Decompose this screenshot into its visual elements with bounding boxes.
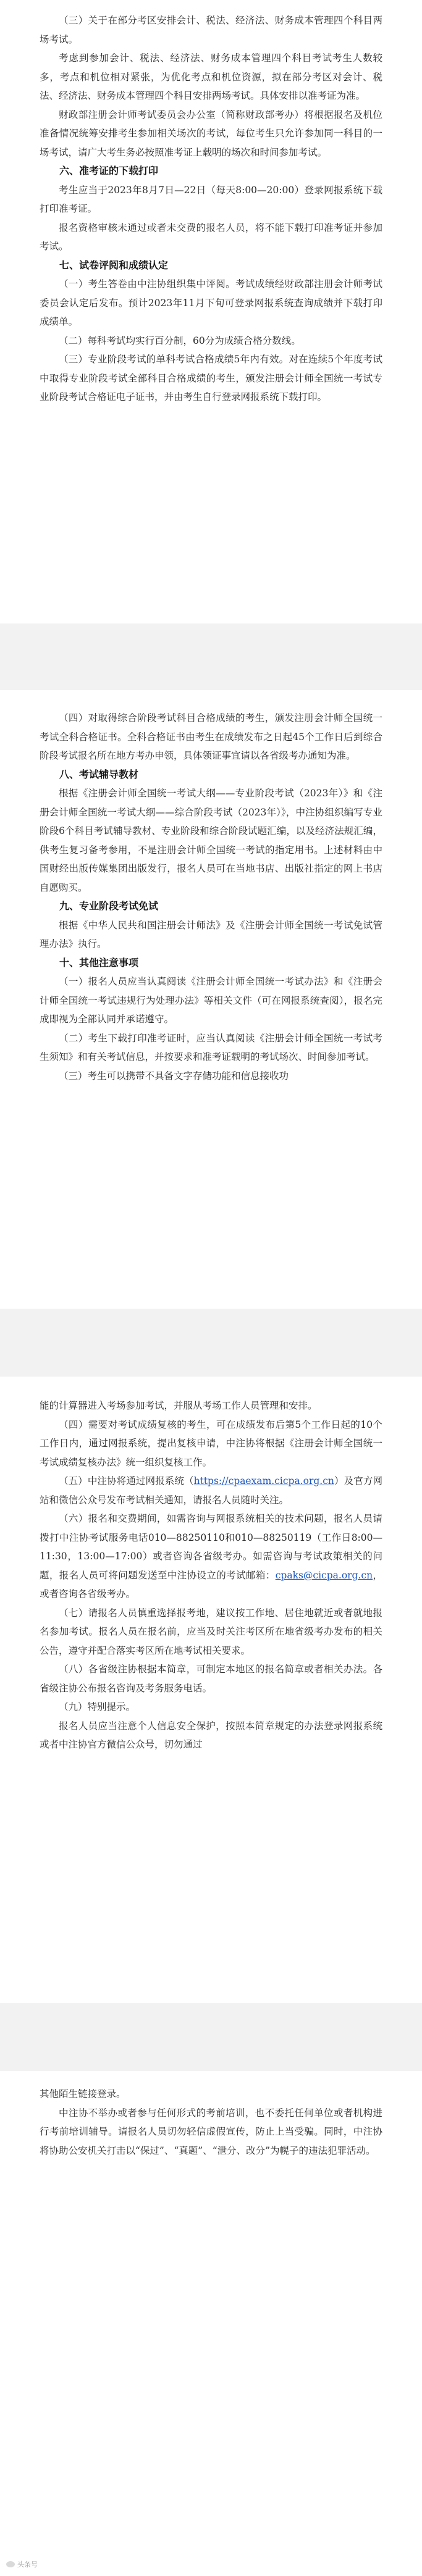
section-heading-9: 九、专业阶段考试免试 [59, 900, 159, 912]
source-watermark [6, 2559, 38, 2569]
paragraph: 财政部注册会计师考试委员会办公室（简称财政部考办）将根据报名及机位准备情况统筹安排考生参加相关场次的考试，每位考生只允许参加同一科目的一场考试，请广大考生务必按照准考证上载明的场次和时间参加考试。 [40, 109, 382, 158]
paragraph: 根据《注册会计师全国统一考试大纲——专业阶段考试（2023年）》和《注册会计师全国统一考试大纲——综合阶段考试（2023年）》，中注协组织编写专业阶段6个科目考试辅导教材、专业阶段和综合阶段试题汇编，以及经济法规汇编，供考生复习备考参用，不是注册会计师全国统一考试的指定用书。上述材料由中国财经出版传媒集团出版发行，报名人员可在当地书店、出版社指定的网上书店自愿购买。 [40, 788, 382, 893]
paragraph: 报名资格审核未通过或者未交费的报名人员，将不能下载打印准考证并参加考试。 [40, 222, 382, 252]
section-heading-7: 七、试卷评阅和成绩认定 [59, 259, 169, 271]
paragraph: 中注协不举办或者参与任何形式的考前培训，也不委托任何单位或者机构进行考前培训辅导。请报名人员切勿轻信虚假宣传，防止上当受骗。同时，中注协将协助公安机关打击以“保过”、“真题”、“泄分、改分”为幌子的违法犯罪活动。 [40, 2107, 382, 2156]
paragraph: 考生应当于2023年8月7日—22日（每天8:00—20:00）登录网报系统下载打印准考证。 [40, 184, 382, 214]
paragraph: （七）请报名人员慎重选择报考地，建议按工作地、居住地就近或者就地报名参加考试。报名人员在报名前，应当及时关注考区所在地省级考办发布的相关公告，遵守并配合落实考区所在地考试相关要求。 [40, 1607, 382, 1656]
paragraph: 能的计算器进入考场参加考试，并服从考场工作人员管理和安排。 [40, 1400, 318, 1411]
paragraph: （四）对取得综合阶段考试科目合格成绩的考生，颁发注册会计师全国统一考试全科合格证书。全科合格证书由考生在成绩发布之日起45个工作日后到综合阶段考试报名所在地方考办申领，具体领证事宜请以各省级考办通知为准。 [40, 712, 382, 761]
paragraph: （三）关于在部分考区安排会计、税法、经济法、财务成本管理四个科目两场考试。 [40, 15, 382, 45]
paragraph: 其他陌生链接登录。 [40, 2088, 126, 2099]
paragraph: （一）考生答卷由中注协组织集中评阅。考试成绩经财政部注册会计师考试委员会认定后发布。预计2023年11月下旬可登录网报系统查询成绩并下载打印成绩单。 [40, 278, 382, 327]
paragraph: 考虑到参加会计、税法、经济法、财务成本管理四个科目考试考生人数较多，考点和机位相对紧张，为优化考点和机位资源，拟在部分考区对会计、税法、经济法、财务成本管理四个科目安排两场考试。具体安排以准考证为准。 [40, 52, 382, 101]
paragraph-text: （五）中注协将通过网报系统 [59, 1475, 184, 1486]
document-page-2 [0, 690, 422, 1085]
document-page-1 [0, 0, 422, 407]
section-heading-6: 六、准考证的下载打印 [59, 165, 159, 177]
paragraph: （九）特别提示。 [59, 1701, 136, 1712]
paragraph: 根据《中华人民共和国注册会计师法》及《注册会计师全国统一考试免试管理办法》执行。 [40, 919, 382, 949]
section-heading-10: 十、其他注意事项 [59, 956, 139, 969]
page-separator [0, 623, 422, 690]
paragraph: （一）报名人员应当认真阅读《注册会计师全国统一考试办法》和《注册会计师全国统一考试违规行为处理办法》等相关文件（可在网报系统查阅），报名完成即视为全部认同并承诺遵守。 [40, 976, 382, 1025]
paragraph: （八）各省级注协根据本简章，可制定本地区的报名简章或者相关办法。各省级注协公布报名咨询及考务服务电话。 [40, 1664, 382, 1694]
section-heading-8: 八、考试辅导教材 [59, 768, 139, 780]
watermark-logo-icon [6, 2561, 15, 2567]
watermark-text: 头条号 [17, 2561, 38, 2569]
paragraph: （二）每科考试均实行百分制，60分为成绩合格分数线。 [59, 335, 301, 346]
paragraph: 报名人员应当注意个人信息安全保护，按照本简章规定的办法登录网报系统或者中注协官方微信公众号，切勿通过 [40, 1720, 382, 1750]
document-page-3 [0, 1377, 422, 1754]
paragraph: （二）考生下载打印准考证时，应当认真阅读《注册会计师全国统一考试考生须知》和有关考试信息，并按要求和准考证载明的考试场次、时间参加考试。 [40, 1032, 382, 1062]
paragraph-text: 及官方网站和微信公众号发布考试相关通知，请报名人员随时关注。 [40, 1475, 382, 1506]
page-separator [0, 1309, 422, 1377]
page-separator [0, 2003, 422, 2071]
paragraph: （三）考生可以携带不具备文字存储功能和信息接收功 [59, 1070, 289, 1082]
document-page-4 [0, 2071, 422, 2160]
paragraph-text: （六）报名和交费期间，如需咨询与网报系统相关的技术问题，报名人员请拨打中注协考试服务电话010—88250110和010—88250119（工作日8:00—11:30，13:00—17:00）或者咨询各省级考办。如需咨询与考试政策相关的问题，报名人员可将问题发送至中注协设立的考试邮箱： [40, 1513, 382, 1581]
paragraph-text: ，或者咨询各省级考办。 [40, 1569, 382, 1599]
exam-email-link[interactable]: cpaks@cicpa.org.cn [275, 1569, 373, 1581]
paragraph: （五）中注协将通过网报系统（https://cpaexam.cicpa.org.cn）及官方网站和微信公众号发布考试相关通知，请报名人员随时关注。 [40, 1475, 382, 1506]
paragraph: （四）需要对考试成绩复核的考生，可在成绩发布后第5个工作日起的10个工作日内，通过网报系统，提出复核申请，中注协将根据《注册会计师全国统一考试成绩复核办法》统一组织复核工作。 [40, 1419, 382, 1468]
paragraph: （三）专业阶段考试的单科考试合格成绩5年内有效。对在连续5个年度考试中取得专业阶段考试全部科目合格成绩的考生，颁发注册会计师全国统一考试专业阶段考试合格证电子证书，并由考生自行登录网报系统下载打印。 [40, 354, 382, 402]
exam-website-link[interactable]: https://cpaexam.cicpa.org.cn [193, 1475, 334, 1486]
paragraph [40, 1509, 382, 1604]
